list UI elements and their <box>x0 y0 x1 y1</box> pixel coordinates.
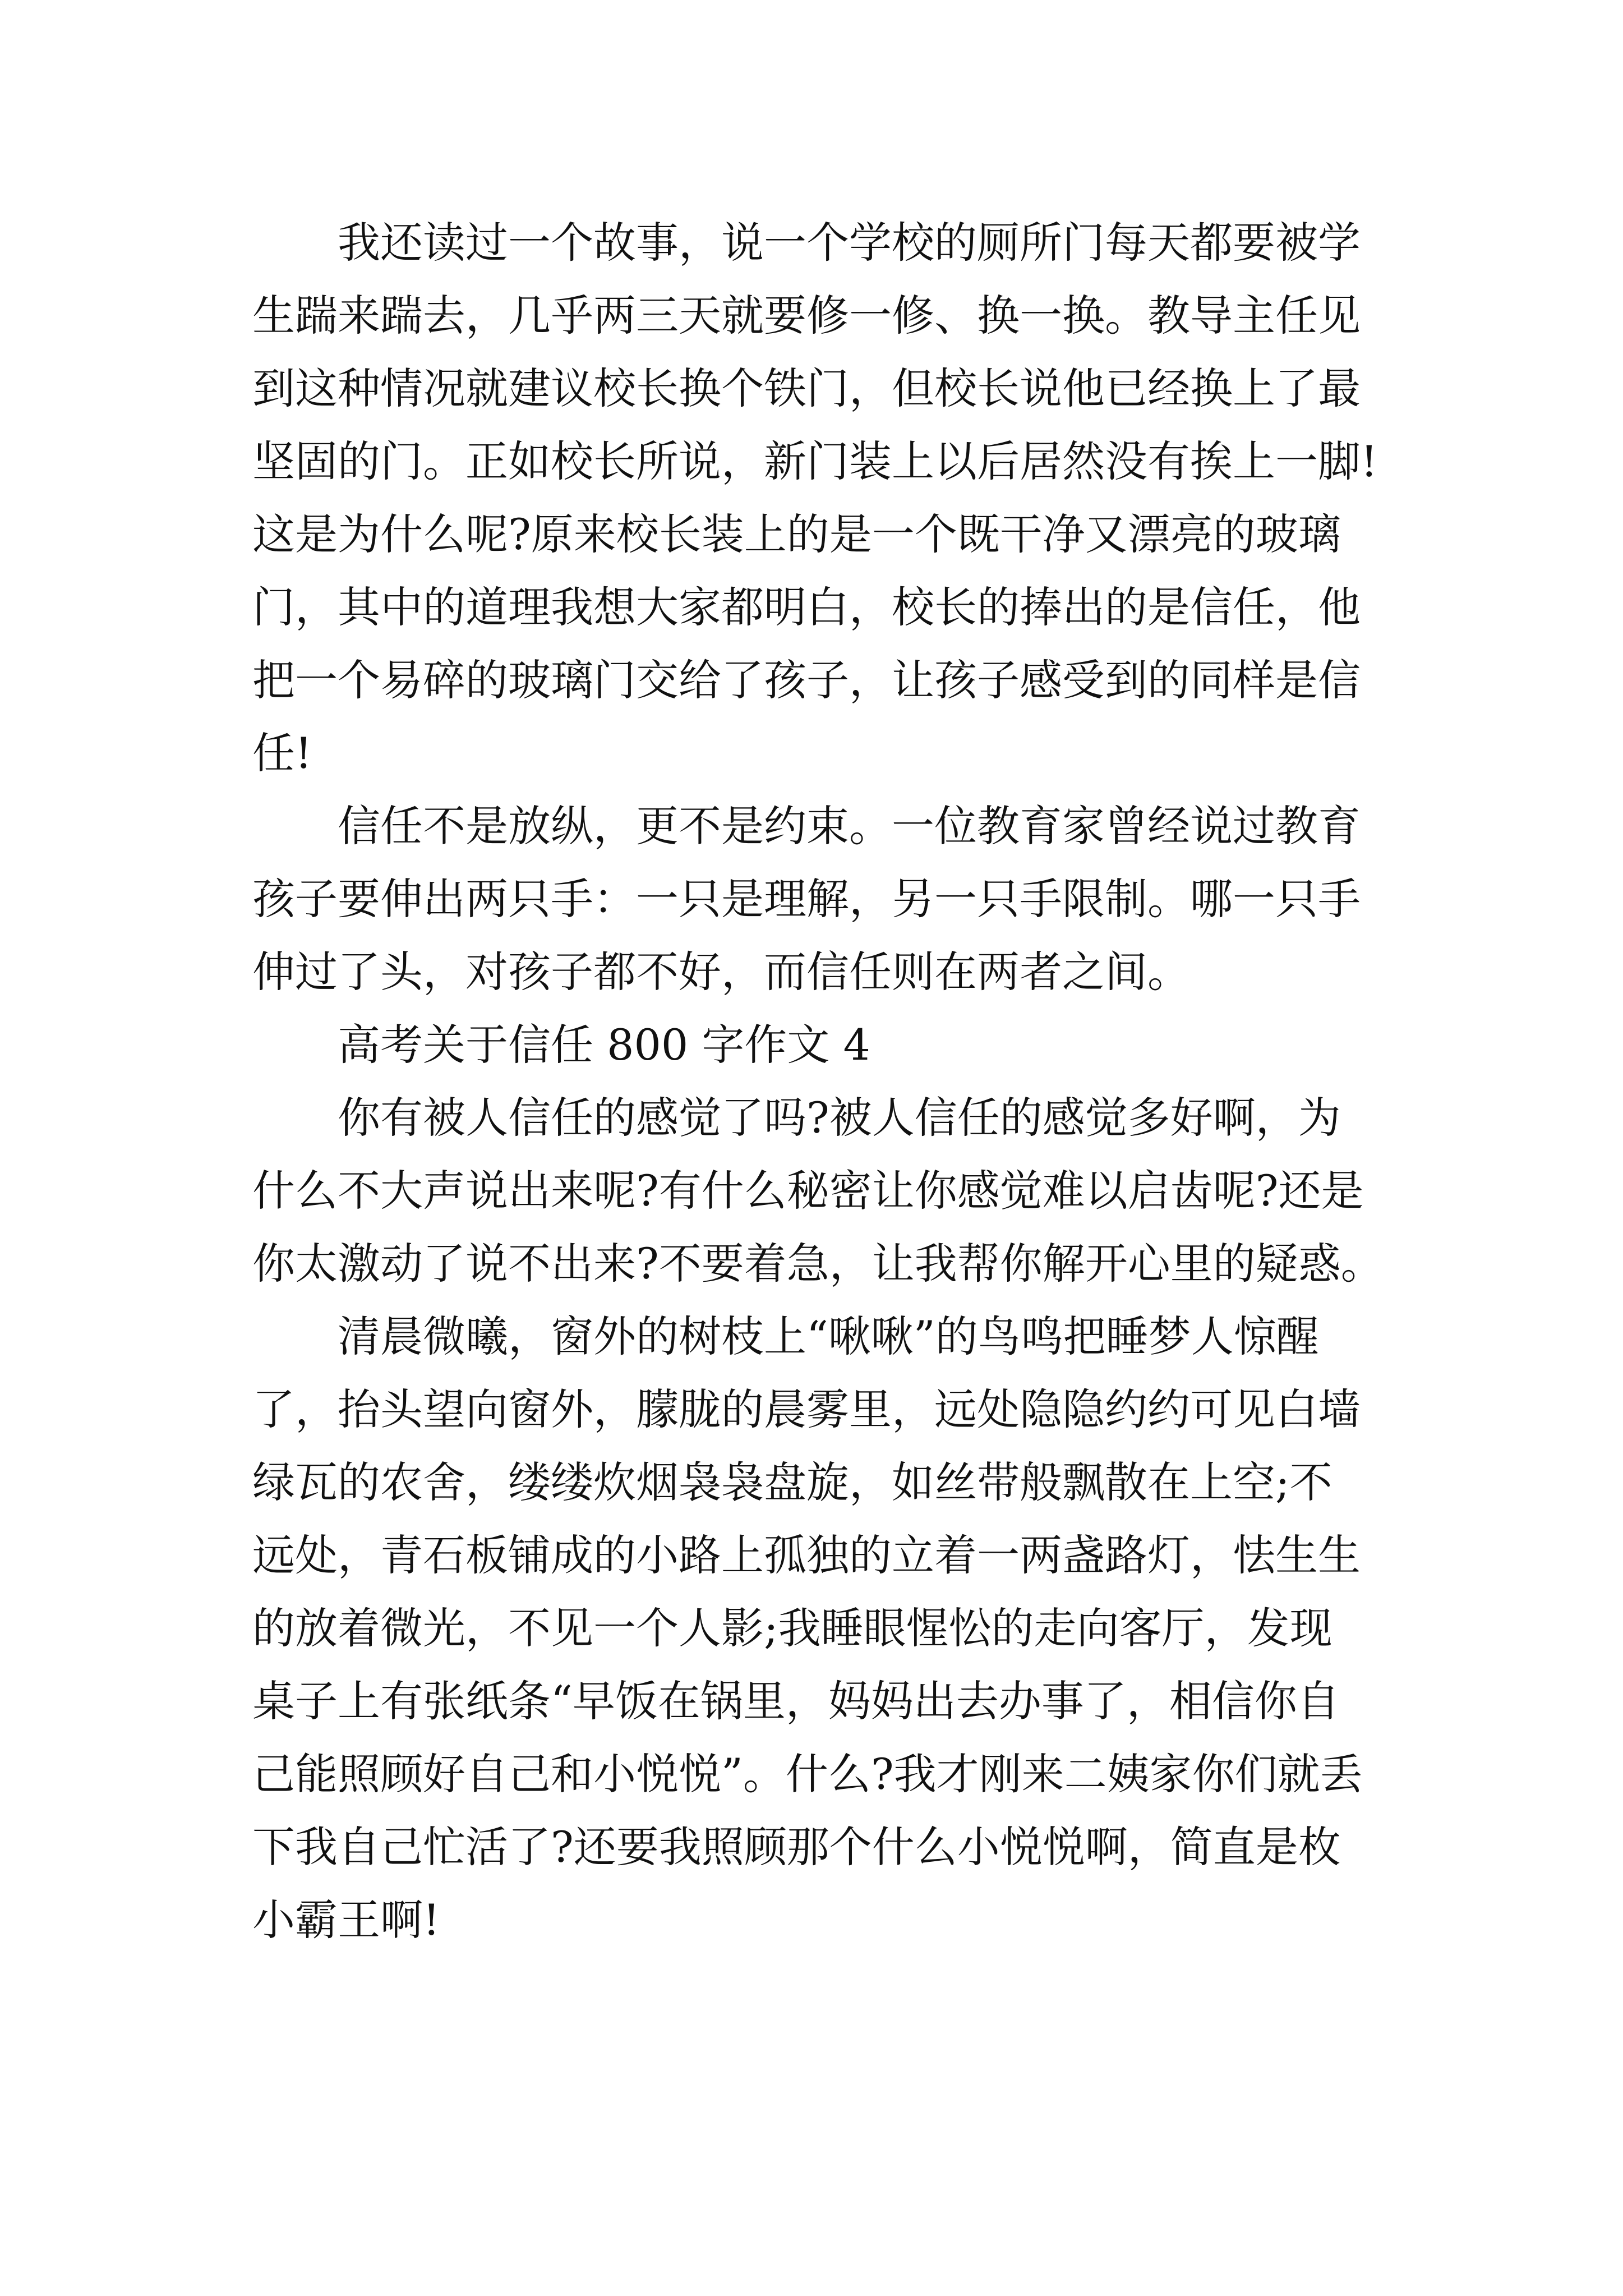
paragraph-line: 你有被人信任的感觉了吗?被人信任的感觉多好啊，为 <box>338 1093 1341 1143</box>
paragraph-line: 清晨微曦，窗外的树枝上“啾啾”的鸟鸣把睡梦人惊醒 <box>338 1312 1319 1361</box>
paragraph-line: 任! <box>252 728 312 778</box>
paragraph-line: 的放着微光，不见一个人影;我睡眼惺忪的走向客厅，发现 <box>252 1603 1332 1653</box>
paragraph-line: 把一个易碎的玻璃门交给了孩子，让孩子感受到的同样是信 <box>252 655 1361 705</box>
paragraph-line: 下我自己忙活了?还要我照顾那个什么小悦悦啊，简直是枚 <box>252 1822 1341 1872</box>
paragraph-line: 信任不是放纵，更不是约束。一位教育家曾经说过教育 <box>338 801 1361 851</box>
paragraph-line: 远处，青石板铺成的小路上孤独的立着一两盏路灯，怯生生 <box>252 1530 1361 1580</box>
paragraph-line: 伸过了头，对孩子都不好，而信任则在两者之间。 <box>252 947 1190 997</box>
paragraph-line: 孩子要伸出两只手：一只是理解，另一只手限制。哪一只手 <box>252 874 1361 924</box>
paragraph-line: 什么不大声说出来呢?有什么秘密让你感觉难以启齿呢?还是 <box>252 1166 1364 1216</box>
paragraph-line: 到这种情况就建议校长换个铁门，但校长说他已经换上了最 <box>252 364 1361 413</box>
paragraph-line: 门，其中的道理我想大家都明白，校长的捧出的是信任，他 <box>252 582 1361 632</box>
paragraph-line: 了，抬头望向窗外，朦胧的晨雾里，远处隐隐约约可见白墙 <box>252 1384 1361 1434</box>
section-heading: 高考关于信任 800 字作文 4 <box>338 1020 870 1070</box>
paragraph-line: 这是为什么呢?原来校长装上的是一个既干净又漂亮的玻璃 <box>252 509 1341 559</box>
paragraph-line: 己能照顾好自己和小悦悦”。什么?我才刚来二姨家你们就丢 <box>252 1749 1363 1799</box>
paragraph-line: 生踹来踹去，几乎两三天就要修一修、换一换。教导主任见 <box>252 291 1361 341</box>
document-body <box>252 206 1385 1957</box>
paragraph-line: 坚固的门。正如校长所说，新门装上以后居然没有挨上一脚! <box>252 436 1378 486</box>
paragraph-line: 我还读过一个故事，说一个学校的厕所门每天都要被学 <box>338 218 1361 268</box>
paragraph-line: 绿瓦的农舍，缕缕炊烟袅袅盘旋，如丝带般飘散在上空;不 <box>252 1457 1332 1507</box>
paragraph-line: 你太激动了说不出来?不要着急，让我帮你解开心里的疑惑。 <box>252 1239 1384 1289</box>
paragraph-line: 小霸王啊! <box>252 1895 440 1945</box>
paragraph-line: 桌子上有张纸条“早饭在锅里，妈妈出去办事了，相信你自 <box>252 1676 1340 1726</box>
